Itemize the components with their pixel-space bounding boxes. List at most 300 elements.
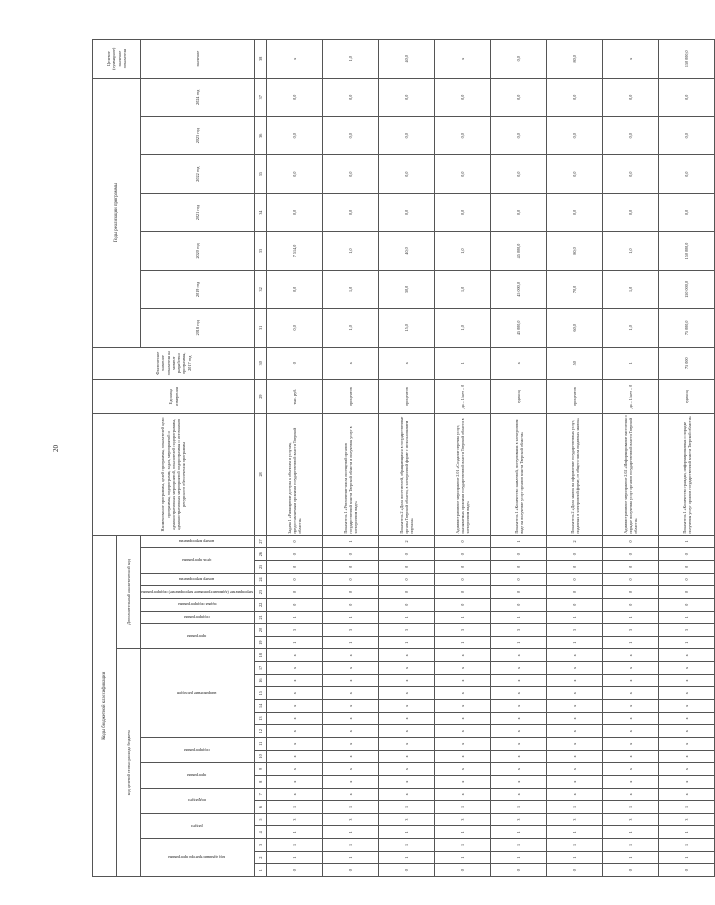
code-cell: х (435, 725, 491, 738)
unit-cell: единиц (659, 379, 715, 413)
year-value-cell: 0,0 (491, 78, 547, 116)
code-cell: 0 (547, 548, 603, 561)
target-value-cell: 40,0 (379, 40, 435, 79)
program-header-label: программа (187, 633, 207, 639)
code-cell: х (603, 750, 659, 763)
target-value-cell: 1,0 (323, 40, 379, 79)
year-value-cell: 0,0 (435, 117, 491, 155)
code-cell: х (323, 687, 379, 700)
target-value-cell: х (435, 40, 491, 79)
year-header: 2019 год (141, 270, 255, 308)
code-cell: х (379, 674, 435, 687)
code-cell: 0 (491, 560, 547, 573)
code-cell: 0 (547, 598, 603, 611)
code-cell: 0 (323, 598, 379, 611)
year-header: 2023 год (141, 117, 255, 155)
column-number: 25 (255, 560, 267, 573)
year-value-cell: 0,0 (603, 117, 659, 155)
code-cell: 1 (435, 636, 491, 649)
year-value-cell: 45 000,0 (491, 270, 547, 308)
meropriyatie-header-label: мероприятие (административное мероприятие) подпрограммы (141, 589, 253, 595)
code-cell: х (267, 725, 323, 738)
column-number: 24 (255, 573, 267, 586)
code-cell: х (379, 712, 435, 725)
code-cell: 1 (379, 851, 435, 864)
year-value-cell: 0,0 (659, 117, 715, 155)
column-number: 22 (255, 598, 267, 611)
code-cell: х (659, 662, 715, 675)
code-cell: 0 (435, 573, 491, 586)
year-value-cell: 0,0 (491, 155, 547, 193)
code-cell: х (323, 725, 379, 738)
code-cell: 2 (379, 535, 435, 548)
code-cell: 0 (491, 573, 547, 586)
target-value-cell: х (603, 40, 659, 79)
code-cell: х (547, 763, 603, 776)
name-cell: Показатель 2 «Доля заявок на оформление государственных услуг, поданных в электронной форме, от общего числа поданных заявок» (547, 414, 603, 535)
code-cell: 3 (435, 624, 491, 637)
code-cell: 1 (267, 636, 323, 649)
code-cell: 1 (659, 535, 715, 548)
code-cell: 0 (323, 560, 379, 573)
code-cell: 0 (491, 586, 547, 599)
year-value-cell: 0,0 (659, 78, 715, 116)
code-cell: 1 (323, 535, 379, 548)
cel-header-label: цель программы (182, 558, 212, 564)
code-cell: х (659, 700, 715, 713)
year-value-cell: 150 000,0 (659, 232, 715, 270)
column-number: 18 (255, 649, 267, 662)
year-value-cell: 7 514,0 (267, 232, 323, 270)
table-row (659, 40, 715, 877)
column-number: 33 (255, 232, 267, 270)
code-cell: х (323, 788, 379, 801)
column-number: 21 (255, 611, 267, 624)
code-cell: х (435, 763, 491, 776)
code-cell: х (379, 737, 435, 750)
code-cell: 1 (491, 535, 547, 548)
code-cell: 1 (659, 851, 715, 864)
subprogram-code-header-label: подпрограмма (184, 747, 210, 753)
code-cell: 1 (435, 851, 491, 864)
code-cell: 3 (323, 624, 379, 637)
target-value-header: значение (141, 40, 255, 79)
code-cell: х (323, 750, 379, 763)
code-cell: х (435, 700, 491, 713)
code-cell: 1 (603, 826, 659, 839)
year-value-cell: 1,0 (435, 232, 491, 270)
meropriyatie-number-header (141, 573, 255, 586)
code-cell: 1 (547, 851, 603, 864)
code-cell: 3 (659, 624, 715, 637)
code-cell: х (435, 788, 491, 801)
code-cell: х (659, 775, 715, 788)
code-cell: х (379, 662, 435, 675)
year-value-cell: 0,0 (267, 155, 323, 193)
code-cell: 1 (491, 801, 547, 814)
code-cell: х (379, 750, 435, 763)
name-cell: Административное мероприятие 2.02 «Информирование населения о порядке получения услуг органов государственной власти Тверской области» (603, 414, 659, 535)
code-cell: х (547, 649, 603, 662)
code-cell: 1 (267, 839, 323, 852)
column-number: 7 (255, 788, 267, 801)
code-cell: х (659, 737, 715, 750)
code-cell: 0 (379, 864, 435, 877)
code-cell: 3 (547, 624, 603, 637)
code-cell: х (323, 700, 379, 713)
year-value-cell: 0,0 (435, 193, 491, 231)
napravlenie-header (141, 649, 255, 737)
year-value-cell: 45 000,0 (491, 232, 547, 270)
code-cell: х (267, 737, 323, 750)
code-cell: х (379, 649, 435, 662)
year-value-cell: 0,0 (547, 78, 603, 116)
column-number: 36 (255, 117, 267, 155)
code-cell: 1 (379, 611, 435, 624)
code-cell: х (435, 737, 491, 750)
year-value-cell: 0,0 (603, 78, 659, 116)
year-header: 2020 год (141, 232, 255, 270)
unit-cell: тыс. руб. (267, 379, 323, 413)
year-value-cell: 0,0 (323, 117, 379, 155)
code-cell: 3 (267, 624, 323, 637)
code-cell: 0 (603, 573, 659, 586)
column-number: 14 (255, 700, 267, 713)
base-value-cell: 0 (267, 347, 323, 379)
table-row (547, 40, 603, 877)
code-cell: х (659, 712, 715, 725)
program-code-header (141, 763, 255, 788)
code-cell: 0 (435, 864, 491, 877)
column-number: 9 (255, 763, 267, 776)
code-cell: 0 (267, 573, 323, 586)
year-value-cell: 0,0 (547, 193, 603, 231)
code-cell: х (435, 775, 491, 788)
code-cell: 1 (491, 826, 547, 839)
code-cell: 1 (659, 611, 715, 624)
year-value-cell: 0,0 (323, 155, 379, 193)
year-value-cell: 1,0 (435, 270, 491, 308)
table-row (435, 40, 491, 877)
year-value-cell: 15,0 (379, 309, 435, 347)
code-cell: х (379, 687, 435, 700)
code-cell: х (323, 662, 379, 675)
code-cell: 0 (379, 573, 435, 586)
code-cell: 0 (603, 535, 659, 548)
column-number: 1 (255, 864, 267, 877)
code-cell: 0 (491, 598, 547, 611)
code-cell: х (379, 700, 435, 713)
code-cell: х (659, 788, 715, 801)
indicator-number-header (141, 535, 255, 548)
code-cell: 1 (267, 801, 323, 814)
table-row (491, 40, 547, 877)
code-cell: х (547, 687, 603, 700)
code-cell: 3 (603, 813, 659, 826)
podrazdel-header (141, 788, 255, 813)
codes-group-header: Коды бюджетной классификации (93, 535, 117, 876)
code-cell: 1 (435, 801, 491, 814)
code-cell: 1 (547, 826, 603, 839)
code-cell: 0 (435, 560, 491, 573)
column-number: 8 (255, 775, 267, 788)
code-cell: х (267, 788, 323, 801)
code-cell: х (267, 712, 323, 725)
code-cell: 0 (379, 548, 435, 561)
column-number: 10 (255, 750, 267, 763)
code-cell: х (603, 649, 659, 662)
code-cell: х (323, 712, 379, 725)
year-value-cell: 0,0 (379, 78, 435, 116)
column-number: 15 (255, 687, 267, 700)
program-table (92, 39, 715, 877)
unit-column-header: Единица измерения (93, 379, 255, 413)
code-cell: х (547, 712, 603, 725)
target-value-cell: 0,0 (491, 40, 547, 79)
code-cell: х (491, 763, 547, 776)
code-cell: 1 (435, 611, 491, 624)
code-cell: 1 (267, 826, 323, 839)
code-cell: 0 (603, 548, 659, 561)
code-cell: 0 (603, 864, 659, 877)
year-value-cell: 80,0 (547, 232, 603, 270)
code-cell: х (659, 725, 715, 738)
code-cell: 0 (435, 586, 491, 599)
target-group-header: Целевое (суммарное) значение показателя (93, 40, 141, 79)
column-number: 35 (255, 155, 267, 193)
code-cell: 3 (323, 813, 379, 826)
column-number: 17 (255, 662, 267, 675)
zadacha-header-label: задача подпрограммы (177, 602, 217, 608)
column-number: 29 (255, 379, 267, 413)
code-cell: х (603, 687, 659, 700)
code-cell: 1 (379, 801, 435, 814)
code-cell: х (547, 674, 603, 687)
code-cell: 1 (323, 851, 379, 864)
code-cell: х (435, 712, 491, 725)
column-number: 16 (255, 674, 267, 687)
name-cell: Показатель 1 «Количество граждан, информированных о порядке получения услуг органов государственной власти Тверской области» (659, 414, 715, 535)
program-header (141, 624, 255, 649)
code-cell: 0 (267, 586, 323, 599)
year-value-cell: 45 000,0 (491, 309, 547, 347)
code-cell: х (491, 737, 547, 750)
code-cell: х (267, 750, 323, 763)
code-cell: х (491, 788, 547, 801)
code-cell: х (491, 687, 547, 700)
name-column-header: Наименование программы, целей программы, показателей цели программы, подпрограмм, задач, мероприятий и административных мероприятий, показателей подпрограммы, административных мероприятий подпрограммы и источников ресурсного обеспечения программы (93, 414, 255, 535)
code-cell: 0 (547, 586, 603, 599)
target-value-cell: 150 000,0 (659, 40, 715, 79)
code-cell: х (491, 712, 547, 725)
code-cell: х (659, 750, 715, 763)
code-cell: х (379, 775, 435, 788)
code-cell: 0 (659, 560, 715, 573)
additional-code-header: Дополнительный аналитический код (117, 535, 141, 649)
napravlenie-header-label: направление расходов (177, 690, 217, 696)
podrazdel-header-label: подраздел (188, 798, 206, 804)
code-cell: 1 (379, 826, 435, 839)
code-cell: 0 (323, 573, 379, 586)
code-cell: 0 (547, 864, 603, 877)
code-cell: 1 (435, 839, 491, 852)
table-row (267, 40, 323, 877)
code-cell: х (323, 775, 379, 788)
meropriyatie-header (141, 586, 255, 599)
name-cell: Показатель 2 «Доля посетителей, обращающихся в государственные органы Тверской области, в электронной форме с использованием портала» (379, 414, 435, 535)
code-cell: х (659, 674, 715, 687)
code-cell: 0 (435, 548, 491, 561)
code-cell: х (379, 725, 435, 738)
year-value-cell: 0,0 (379, 117, 435, 155)
code-cell: х (491, 725, 547, 738)
code-cell: 1 (323, 801, 379, 814)
admin-code-header-label: код администратора программы (168, 855, 226, 861)
code-cell: х (603, 725, 659, 738)
code-cell: х (435, 674, 491, 687)
subprogram-code-header (141, 737, 255, 762)
code-cell: 3 (603, 624, 659, 637)
code-cell: 3 (491, 624, 547, 637)
code-cell: 2 (547, 535, 603, 548)
year-value-cell: 1,0 (323, 270, 379, 308)
code-cell: 1 (491, 839, 547, 852)
year-header: 2022 год (141, 155, 255, 193)
meropriyatie-number-header-label: номер мероприятия (179, 577, 215, 583)
year-value-cell: 0,0 (659, 155, 715, 193)
year-value-cell: 0,0 (323, 78, 379, 116)
column-number: 31 (255, 309, 267, 347)
code-cell: х (491, 750, 547, 763)
code-cell: 1 (659, 826, 715, 839)
code-cell: 0 (379, 586, 435, 599)
admin-code-header (141, 839, 255, 877)
code-cell: 0 (379, 598, 435, 611)
year-value-cell: 0,0 (659, 193, 715, 231)
base-value-cell: х (491, 347, 547, 379)
code-cell: х (435, 750, 491, 763)
code-cell: 0 (267, 548, 323, 561)
year-value-cell: 0,0 (435, 155, 491, 193)
code-cell: х (267, 700, 323, 713)
column-number: 38 (255, 40, 267, 79)
code-cell: 1 (547, 636, 603, 649)
code-cell: 0 (603, 586, 659, 599)
code-cell: 1 (659, 839, 715, 852)
code-cell: х (547, 775, 603, 788)
year-value-cell: 40,0 (379, 232, 435, 270)
code-cell: х (603, 674, 659, 687)
base-value-cell: 1 (603, 347, 659, 379)
code-cell: 1 (547, 801, 603, 814)
code-cell: 1 (379, 839, 435, 852)
base-value-cell: 75 000 (659, 347, 715, 379)
code-cell: 1 (659, 801, 715, 814)
code-cell: х (603, 775, 659, 788)
zadacha-header (141, 598, 255, 611)
code-cell: 0 (659, 598, 715, 611)
code-cell: 1 (603, 839, 659, 852)
year-value-cell: 60,0 (547, 309, 603, 347)
code-cell: 0 (267, 560, 323, 573)
column-number: 11 (255, 737, 267, 750)
name-cell: Административное мероприятие 2.01 «Создание перечня услуг, оказываемых органами государственной власти Тверской области в электронном виде» (435, 414, 491, 535)
year-value-cell: 0,0 (267, 78, 323, 116)
code-cell: х (491, 700, 547, 713)
code-cell: х (379, 763, 435, 776)
code-cell: х (323, 737, 379, 750)
year-value-cell: 70,0 (547, 270, 603, 308)
razdel-header (141, 813, 255, 838)
code-cell: 3 (547, 813, 603, 826)
code-cell: х (267, 763, 323, 776)
code-cell: 0 (659, 864, 715, 877)
subprogram-header-label: подпрограмма (184, 615, 210, 620)
code-cell: 1 (603, 611, 659, 624)
code-cell: 1 (435, 826, 491, 839)
program-code-header-label: программа (187, 773, 207, 778)
column-number: 12 (255, 725, 267, 738)
code-cell: 0 (603, 598, 659, 611)
year-value-cell: 0,0 (603, 193, 659, 231)
year-value-cell: 0,0 (323, 193, 379, 231)
indicator-number-header-label: номер мероприятия (179, 539, 215, 545)
code-cell: х (603, 788, 659, 801)
code-cell: х (547, 750, 603, 763)
year-value-cell: 30,0 (379, 270, 435, 308)
code-cell: х (435, 687, 491, 700)
rotated-page (92, 39, 692, 877)
code-cell: 0 (491, 864, 547, 877)
target-value-cell: х (267, 40, 323, 79)
column-number: 26 (255, 548, 267, 561)
code-cell: 3 (659, 813, 715, 826)
code-cell: 0 (267, 535, 323, 548)
code-cell: 0 (323, 864, 379, 877)
code-cell: х (603, 712, 659, 725)
column-number: 30 (255, 347, 267, 379)
code-cell: 1 (603, 636, 659, 649)
base-value-cell: 50 (547, 347, 603, 379)
code-cell: х (267, 687, 323, 700)
code-cell: х (603, 737, 659, 750)
year-value-cell: 0,0 (267, 309, 323, 347)
column-number: 20 (255, 624, 267, 637)
code-cell: х (491, 775, 547, 788)
code-cell: 0 (659, 573, 715, 586)
code-cell: 1 (491, 851, 547, 864)
unit-cell: единиц (491, 379, 547, 413)
column-number: 5 (255, 813, 267, 826)
name-cell: Показатель 1 «Увеличение числа посещений органов государственной власти Тверской области и получения услуг в электронном виде» (323, 414, 379, 535)
code-cell: х (659, 687, 715, 700)
code-cell: 1 (603, 851, 659, 864)
page-number: 20 (52, 445, 60, 452)
unit-cell: процентов (379, 379, 435, 413)
code-cell: 1 (491, 611, 547, 624)
target-value-cell: 80,0 (547, 40, 603, 79)
year-value-cell: 0,0 (267, 117, 323, 155)
code-cell: 1 (323, 636, 379, 649)
code-cell: х (491, 674, 547, 687)
column-number: 2 (255, 851, 267, 864)
code-cell: х (435, 649, 491, 662)
code-cell: 0 (379, 560, 435, 573)
table-row (603, 40, 659, 877)
column-number: 28 (255, 414, 267, 535)
code-cell: х (491, 649, 547, 662)
column-number: 37 (255, 78, 267, 116)
